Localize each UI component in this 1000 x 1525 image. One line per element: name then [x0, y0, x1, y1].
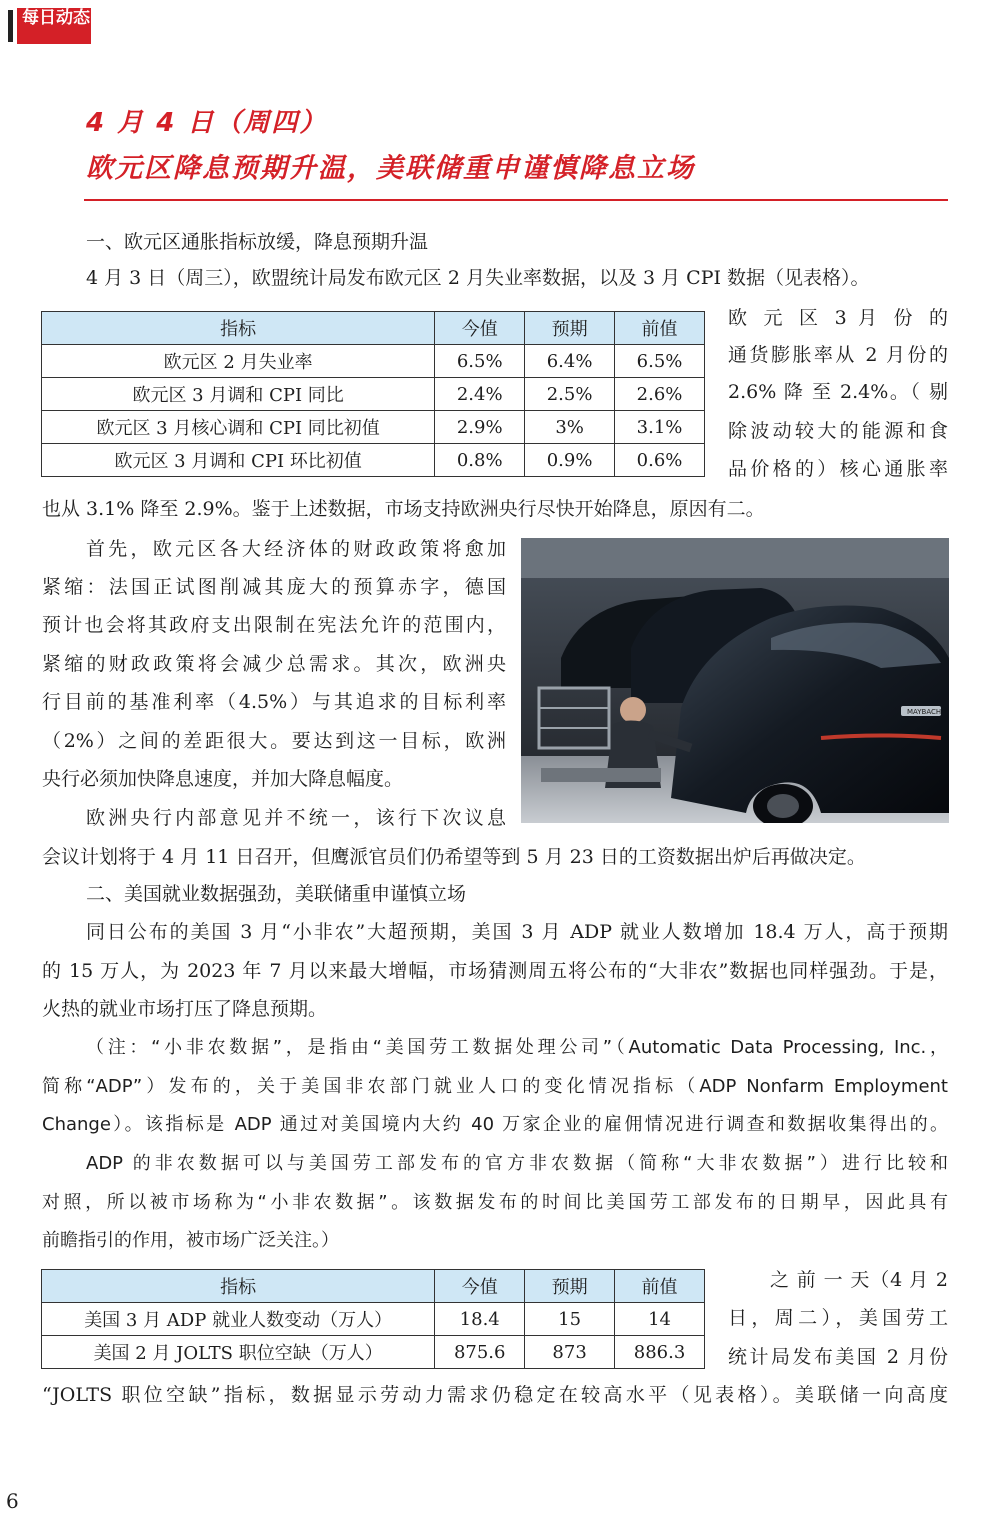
table-row: [42, 1336, 705, 1369]
table-cell: 欧元区 3 月调和 CPI 同比: [42, 378, 435, 411]
table-cell: 875.6: [435, 1336, 525, 1369]
table-row: [42, 444, 705, 477]
table-cell: 3.1%: [615, 411, 705, 444]
body-line: 日，周二），美国劳工: [728, 1307, 948, 1329]
body-line: 会议计划将于 4 月 11 日召开，但鹰派官员们仍希望等到 5 月 23 日的工资数据出炉后再做决定。: [42, 846, 866, 868]
table-header-row: [42, 1270, 705, 1303]
body-line: 2.6% 降 至 2.4%。（ 剔: [728, 381, 948, 403]
table-cell: 14: [615, 1303, 705, 1336]
column-header: 指标: [42, 312, 435, 345]
body-line: 欧洲央行内部意见并不统一，该行下次议息: [86, 807, 506, 829]
column-header: 今值: [435, 312, 525, 345]
note-line: Change）。该指标是 ADP 通过对美国境内大约 40 万家企业的雇佣情况进行调查和数据收集得出的。: [42, 1114, 948, 1135]
body-line: 紧缩的财政政策将会减少总需求。其次，欧洲央: [42, 653, 506, 675]
table-cell: 欧元区 3 月调和 CPI 环比初值: [42, 444, 435, 477]
column-header: 前值: [615, 312, 705, 345]
table-row: [42, 378, 705, 411]
body-line: “JOLTS 职位空缺”指标，数据显示劳动力需求仍稳定在较高水平（见表格）。美联储一向高度: [42, 1384, 948, 1406]
body-line: 品价格的）核心通胀率: [728, 458, 948, 480]
table-cell: 2.9%: [435, 411, 525, 444]
note-line: 对照，所以被市场称为“小非农数据”。该数据发布的时间比美国劳工部发布的日期早，因此具有: [42, 1192, 948, 1213]
body-line: 也从 3.1% 降至 2.9%。鉴于上述数据，市场支持欧洲央行尽快开始降息，原因有二。: [42, 498, 765, 520]
table-cell: 欧元区 3 月核心调和 CPI 同比初值: [42, 411, 435, 444]
section-label: 每日动态: [22, 8, 90, 28]
body-line: 通货膨胀率从 2 月份的: [728, 344, 948, 366]
table-cell: 15: [525, 1303, 615, 1336]
car-factory-illustration: [521, 538, 949, 823]
body-line: 除波动较大的能源和食: [728, 420, 948, 442]
table-cell: 0.8%: [435, 444, 525, 477]
body-line: 之 前 一 天（4 月 2: [770, 1269, 948, 1291]
table-row: [42, 345, 705, 378]
column-header: 今值: [435, 1270, 525, 1303]
headline: 欧元区降息预期升温，美联储重申谨慎降息立场: [86, 153, 695, 184]
header-bar: [8, 10, 13, 42]
eurozone-data-table: [41, 311, 705, 477]
column-header: 前值: [615, 1270, 705, 1303]
body-line: 的 15 万人，为 2023 年 7 月以来最大增幅，市场猜测周五将公布的“大非农”数据也同样强劲。于是，: [42, 960, 948, 982]
body-line: 预计也会将其政府支出限制在宪法允许的范围内，: [42, 614, 506, 636]
table-cell: 2.4%: [435, 378, 525, 411]
car-factory-photo: [521, 538, 949, 823]
title-divider: [84, 199, 948, 201]
table-row: [42, 411, 705, 444]
body-line: 统计局发布美国 2 月份: [728, 1346, 948, 1368]
column-header: 预期: [525, 1270, 615, 1303]
column-header: 预期: [525, 312, 615, 345]
table-cell: 6.4%: [525, 345, 615, 378]
note-line: 简称“ADP”）发布的，关于美国非农部门就业人口的变化情况指标（ADP Nonfarm Employment: [42, 1076, 948, 1097]
us-data-table: [41, 1269, 705, 1369]
note-line: （注：“小非农数据”，是指由“美国劳工数据处理公司”（Automatic Data Processing, Inc.，: [86, 1037, 948, 1058]
table-cell: 欧元区 2 月失业率: [42, 345, 435, 378]
column-header: 指标: [42, 1270, 435, 1303]
table-cell: 2.5%: [525, 378, 615, 411]
table-row: [42, 1303, 705, 1336]
note-line: ADP 的非农数据可以与美国劳工部发布的官方非农数据（简称“大非农数据”）进行比较和: [86, 1153, 948, 1174]
car-badge: MAYBACH: [907, 708, 942, 716]
body-line: 紧缩：法国正试图削减其庞大的预算赤字，德国: [42, 576, 506, 598]
body-line: 火热的就业市场打压了降息预期。: [42, 998, 328, 1020]
table-header-row: [42, 312, 705, 345]
table-cell: 873: [525, 1336, 615, 1369]
body-line: 首先，欧元区各大经济体的财政政策将愈加: [86, 538, 506, 560]
page-number: 6: [6, 1489, 19, 1513]
title-date: 4 月 4 日（周四）: [86, 108, 328, 138]
table-cell: 886.3: [615, 1336, 705, 1369]
table-cell: 3%: [525, 411, 615, 444]
body-line: 行目前的基准利率（4.5%）与其追求的目标利率: [42, 691, 506, 713]
table-cell: 18.4: [435, 1303, 525, 1336]
table-cell: 0.6%: [615, 444, 705, 477]
section2-heading: 二、美国就业数据强劲，美联储重申谨慎立场: [86, 883, 467, 905]
section1-intro: 4 月 3 日（周三），欧盟统计局发布欧元区 2 月失业率数据，以及 3 月 CPI 数据（见表格）。: [86, 267, 870, 289]
note-line: 前瞻指引的作用，被市场广泛关注。）: [42, 1230, 339, 1251]
table-cell: 6.5%: [435, 345, 525, 378]
table-cell: 2.6%: [615, 378, 705, 411]
table-cell: 美国 2 月 JOLTS 职位空缺（万人）: [42, 1336, 435, 1369]
table-cell: 美国 3 月 ADP 就业人数变动（万人）: [42, 1303, 435, 1336]
body-line: 欧 元 区 3 月 份 的: [728, 307, 948, 329]
body-line: 央行必须加快降息速度，并加大降息幅度。: [42, 768, 404, 790]
body-line: （2%）之间的差距很大。要达到这一目标，欧洲: [42, 730, 506, 752]
table-cell: 6.5%: [615, 345, 705, 378]
table-cell: 0.9%: [525, 444, 615, 477]
body-line: 同日公布的美国 3 月“小非农”大超预期，美国 3 月 ADP 就业人数增加 18.4 万人，高于预期: [86, 921, 948, 943]
section1-heading: 一、欧元区通胀指标放缓，降息预期升温: [86, 231, 429, 253]
